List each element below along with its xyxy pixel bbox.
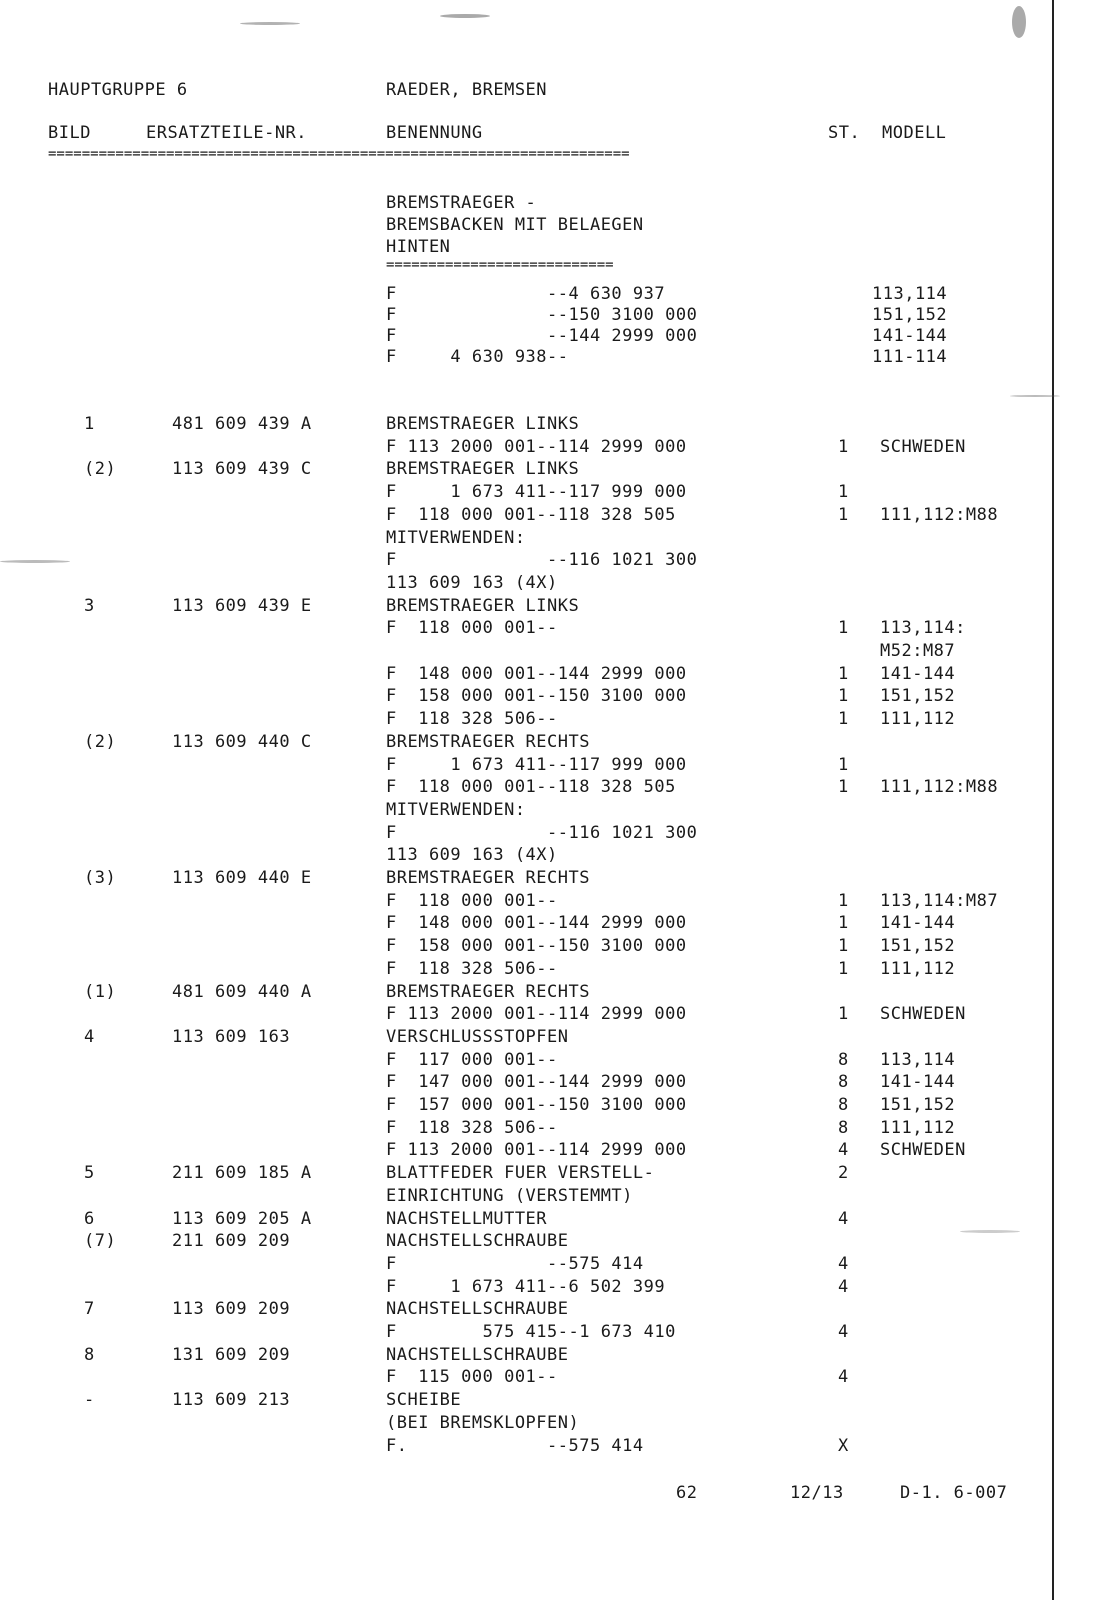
row-text: F 1 673 411--6 502 399 bbox=[386, 1277, 666, 1297]
row-qty: 4 bbox=[838, 1322, 849, 1342]
section-chassis-range: F --4 630 937 bbox=[386, 284, 666, 304]
row-text: NACHSTELLSCHRAUBE bbox=[386, 1231, 569, 1251]
row-bild: 1 bbox=[84, 414, 95, 434]
row-text: F 148 000 001--144 2999 000 bbox=[386, 664, 687, 684]
row-text: VERSCHLUSSSTOPFEN bbox=[386, 1027, 569, 1047]
row-text: BLATTFEDER FUER VERSTELL- bbox=[386, 1163, 655, 1183]
row-qty: 1 bbox=[838, 755, 849, 775]
row-part-number: 113 609 439 E bbox=[172, 596, 312, 616]
row-text: F 118 000 001-- bbox=[386, 891, 558, 911]
row-text: BREMSTRAEGER LINKS bbox=[386, 414, 580, 434]
row-bild: 4 bbox=[84, 1027, 95, 1047]
row-qty: 1 bbox=[838, 709, 849, 729]
scan-speck bbox=[240, 22, 300, 25]
row-part-number: 481 609 440 A bbox=[172, 982, 312, 1002]
row-part-number: 113 609 440 C bbox=[172, 732, 312, 752]
row-qty: 4 bbox=[838, 1209, 849, 1229]
row-qty: 1 bbox=[838, 936, 849, 956]
row-qty: 1 bbox=[838, 959, 849, 979]
row-bild: (7) bbox=[84, 1231, 117, 1251]
column-header-qty: ST. bbox=[828, 123, 861, 143]
row-part-number: 113 609 439 C bbox=[172, 459, 312, 479]
section-chassis-range: F --144 2999 000 bbox=[386, 326, 698, 346]
section-title-line: BREMSBACKEN MIT BELAEGEN bbox=[386, 215, 644, 235]
row-text: F 1 673 411--117 999 000 bbox=[386, 482, 687, 502]
row-text: F 158 000 001--150 3100 000 bbox=[386, 936, 687, 956]
row-text: 113 609 163 (4X) bbox=[386, 573, 558, 593]
row-text: F 118 328 506-- bbox=[386, 709, 558, 729]
header-separator: ===================================================================== bbox=[48, 146, 630, 162]
row-text: F --116 1021 300 bbox=[386, 823, 698, 843]
row-text: F 118 000 001--118 328 505 bbox=[386, 505, 676, 525]
row-part-number: 211 609 209 bbox=[172, 1231, 291, 1251]
row-text: F 157 000 001--150 3100 000 bbox=[386, 1095, 687, 1115]
row-text: BREMSTRAEGER LINKS bbox=[386, 596, 580, 616]
row-text: F 1 673 411--117 999 000 bbox=[386, 755, 687, 775]
section-chassis-range: F 4 630 938-- bbox=[386, 347, 569, 367]
document-code: D-1. 6-007 bbox=[900, 1483, 1008, 1503]
row-text: F 113 2000 001--114 2999 000 bbox=[386, 1004, 687, 1024]
row-model: SCHWEDEN bbox=[880, 437, 966, 457]
scan-speck bbox=[960, 1230, 1020, 1233]
print-date: 12/13 bbox=[790, 1483, 844, 1503]
row-qty: 1 bbox=[838, 482, 849, 502]
row-text: F 118 328 506-- bbox=[386, 1118, 558, 1138]
row-qty: 1 bbox=[838, 618, 849, 638]
row-qty: X bbox=[838, 1436, 849, 1456]
row-model: 113,114:M87 bbox=[880, 891, 999, 911]
row-model: 111,112 bbox=[880, 709, 956, 729]
row-qty: 2 bbox=[838, 1163, 849, 1183]
row-text: F 117 000 001-- bbox=[386, 1050, 558, 1070]
row-text: F 147 000 001--144 2999 000 bbox=[386, 1072, 687, 1092]
scan-speck bbox=[1012, 6, 1026, 38]
row-model: M52:M87 bbox=[880, 641, 956, 661]
column-header-bild: BILD bbox=[48, 123, 91, 143]
row-qty: 1 bbox=[838, 1004, 849, 1024]
row-text: F 148 000 001--144 2999 000 bbox=[386, 913, 687, 933]
row-model: 151,152 bbox=[880, 936, 956, 956]
section-model: 113,114 bbox=[872, 284, 948, 304]
row-text: F. --575 414 bbox=[386, 1436, 644, 1456]
row-model: 111,112 bbox=[880, 1118, 956, 1138]
column-header-model: MODELL bbox=[882, 123, 947, 143]
section-model: 111-114 bbox=[872, 347, 948, 367]
section-title-line: BREMSTRAEGER - bbox=[386, 193, 537, 213]
row-part-number: 113 609 163 bbox=[172, 1027, 291, 1047]
row-qty: 1 bbox=[838, 505, 849, 525]
row-bild: (2) bbox=[84, 459, 117, 479]
section-title-line: HINTEN bbox=[386, 237, 451, 257]
row-model: 111,112:M88 bbox=[880, 505, 999, 525]
row-text: F 113 2000 001--114 2999 000 bbox=[386, 437, 687, 457]
section-model: 141-144 bbox=[872, 326, 948, 346]
row-qty: 1 bbox=[838, 913, 849, 933]
row-qty: 4 bbox=[838, 1140, 849, 1160]
row-text: F 118 328 506-- bbox=[386, 959, 558, 979]
section-chassis-range: F --150 3100 000 bbox=[386, 305, 698, 325]
column-header-part-number: ERSATZTEILE-NR. bbox=[146, 123, 308, 143]
row-qty: 1 bbox=[838, 686, 849, 706]
row-part-number: 113 609 205 A bbox=[172, 1209, 312, 1229]
row-qty: 8 bbox=[838, 1050, 849, 1070]
row-bild: 6 bbox=[84, 1209, 95, 1229]
section-model: 151,152 bbox=[872, 305, 948, 325]
scan-edge-line bbox=[1052, 0, 1054, 1600]
row-model: 113,114: bbox=[880, 618, 966, 638]
row-text: F 158 000 001--150 3100 000 bbox=[386, 686, 687, 706]
row-part-number: 113 609 440 E bbox=[172, 868, 312, 888]
group-label: HAUPTGRUPPE 6 bbox=[48, 80, 188, 100]
row-part-number: 113 609 209 bbox=[172, 1299, 291, 1319]
row-qty: 1 bbox=[838, 777, 849, 797]
row-text: BREMSTRAEGER LINKS bbox=[386, 459, 580, 479]
row-model: 151,152 bbox=[880, 686, 956, 706]
row-text: F 118 000 001-- bbox=[386, 618, 558, 638]
row-text: F 113 2000 001--114 2999 000 bbox=[386, 1140, 687, 1160]
row-qty: 1 bbox=[838, 664, 849, 684]
row-part-number: 131 609 209 bbox=[172, 1345, 291, 1365]
column-header-name: BENENNUNG bbox=[386, 123, 483, 143]
group-title: RAEDER, BREMSEN bbox=[386, 80, 548, 100]
row-model: SCHWEDEN bbox=[880, 1140, 966, 1160]
row-model: 113,114 bbox=[880, 1050, 956, 1070]
row-model: 141-144 bbox=[880, 913, 956, 933]
row-qty: 4 bbox=[838, 1277, 849, 1297]
row-qty: 4 bbox=[838, 1367, 849, 1387]
row-text: F 115 000 001-- bbox=[386, 1367, 558, 1387]
row-qty: 8 bbox=[838, 1118, 849, 1138]
row-bild: (2) bbox=[84, 732, 117, 752]
row-text: MITVERWENDEN: bbox=[386, 800, 526, 820]
row-text: F 575 415--1 673 410 bbox=[386, 1322, 676, 1342]
row-text: F --575 414 bbox=[386, 1254, 644, 1274]
row-text: SCHEIBE bbox=[386, 1390, 462, 1410]
row-model: 141-144 bbox=[880, 664, 956, 684]
row-text: 113 609 163 (4X) bbox=[386, 845, 558, 865]
row-text: BREMSTRAEGER RECHTS bbox=[386, 982, 590, 1002]
row-model: 141-144 bbox=[880, 1072, 956, 1092]
row-model: 151,152 bbox=[880, 1095, 956, 1115]
row-bild: 3 bbox=[84, 596, 95, 616]
row-part-number: 113 609 213 bbox=[172, 1390, 291, 1410]
row-text: (BEI BREMSKLOPFEN) bbox=[386, 1413, 580, 1433]
row-text: BREMSTRAEGER RECHTS bbox=[386, 732, 590, 752]
row-bild: 5 bbox=[84, 1163, 95, 1183]
row-qty: 8 bbox=[838, 1072, 849, 1092]
row-text: F --116 1021 300 bbox=[386, 550, 698, 570]
page-number: 62 bbox=[676, 1483, 698, 1503]
row-text: MITVERWENDEN: bbox=[386, 528, 526, 548]
scan-speck bbox=[1010, 395, 1060, 397]
row-text: BREMSTRAEGER RECHTS bbox=[386, 868, 590, 888]
row-qty: 8 bbox=[838, 1095, 849, 1115]
row-bild: (3) bbox=[84, 868, 117, 888]
row-text: NACHSTELLSCHRAUBE bbox=[386, 1299, 569, 1319]
row-text: F 118 000 001--118 328 505 bbox=[386, 777, 676, 797]
scan-speck bbox=[440, 14, 490, 18]
row-part-number: 211 609 185 A bbox=[172, 1163, 312, 1183]
row-text: NACHSTELLMUTTER bbox=[386, 1209, 548, 1229]
row-qty: 4 bbox=[838, 1254, 849, 1274]
row-qty: 1 bbox=[838, 891, 849, 911]
row-model: 111,112:M88 bbox=[880, 777, 999, 797]
row-part-number: 481 609 439 A bbox=[172, 414, 312, 434]
row-text: EINRICHTUNG (VERSTEMMT) bbox=[386, 1186, 633, 1206]
row-model: SCHWEDEN bbox=[880, 1004, 966, 1024]
row-bild: 7 bbox=[84, 1299, 95, 1319]
row-model: 111,112 bbox=[880, 959, 956, 979]
row-bild: (1) bbox=[84, 982, 117, 1002]
row-qty: 1 bbox=[838, 437, 849, 457]
row-bild: - bbox=[84, 1390, 95, 1410]
scan-speck bbox=[0, 560, 70, 563]
row-bild: 8 bbox=[84, 1345, 95, 1365]
row-text: NACHSTELLSCHRAUBE bbox=[386, 1345, 569, 1365]
section-underline: =========================== bbox=[386, 257, 614, 273]
